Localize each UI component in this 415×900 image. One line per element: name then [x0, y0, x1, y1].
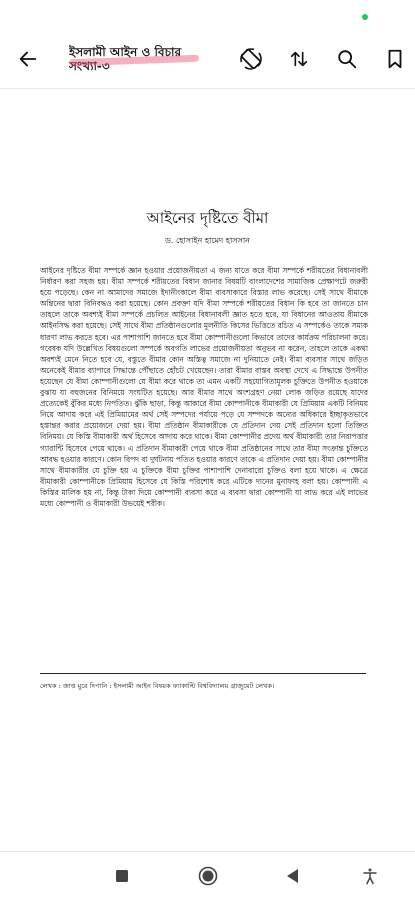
home-button[interactable]	[194, 862, 222, 890]
arrow-left-icon	[17, 48, 39, 70]
search-button[interactable]	[327, 39, 367, 79]
home-icon	[198, 866, 218, 886]
article-title: আইনের দৃষ্টিতে বীমা	[146, 209, 269, 227]
toolbar-actions	[223, 39, 415, 79]
system-back-button[interactable]	[278, 862, 306, 890]
footnote: লেখক : জাত্ত মুরে দিপানি : ইসলামী আইন বিষয়ক ফ্যাকাল্টি বিশ্ববিদ্যালয় গ্রাজুয়েট লেখক।	[40, 682, 275, 690]
status-indicator-dot	[362, 14, 368, 20]
recent-apps-icon	[115, 869, 129, 883]
document-title	[69, 45, 209, 73]
document-page[interactable]	[0, 89, 415, 851]
search-icon	[336, 48, 358, 70]
article-body: আইনের দৃষ্টিতে বীমা সম্পর্কে জ্ঞান হওয়ার প্রয়োজনীয়তা এ জন্য যাতে করে বীমা সম্পর্কে শরীয়তের বিধানাবলী নির্ধারণ করা সহজ হয়। বীমা সম্পর্কে শরীয়তের বিধান জানার বিষয়টি বাংলাদেশের সামাজিক প্রেক্ষাপটে জরুরী হয়ে পড়েছে। কেন না আমাদের সমাজে ইদানীংকালে বীমা ব্যবসাকারে বিস্তার লাভ করেছে। সেই সাথে বীমাকে অন্তিনের দ্বারা বিনিবদ্ধও করা হয়েছে। কোন প্রবক্তা যদি বীমা সম্পর্কে শরীয়তের বিধান কি হবে তা জানতে চান তাহলে তাকে অবশ্যই বীমা সম্পর্কে প্রচলিত আইনের বিধানাবলী জ্ঞাত হতে হবে, যা বিধানের আওতায় বীমাকে আইনসিদ্ধ করা হয়েছে। সেই সাথে বীমা প্রতিষ্ঠানগুলোর মূলনীতি কিসের ভিত্তিতে রচিত এ সম্পর্কেও তাকে সম্যক ধারণা লাভ করতে হবে। এর পাশাপাশি জানতে হবে বীমা কোম্পানীগুলো কিভাবে তাদের কার্যক্রম পরিচালনা করে। গবেষক যদি উল্লেখিত বিষয়গুলো সম্পর্কে অবগতি লাভের প্রয়োজনীয়তা অনুভব না করেন, তাহলে তাকে একথা অবশ্যই মেনে নিতে হবে যে, বস্তুতে বীমার কোন অস্তিত্ব সমাজে না দুনিয়াতে নেই। বীমা ব্যবসার সাথে জড়িত অনেকেই বীমার ব্যাপারে সিদ্ধান্তে পৌঁছাতে হোঁচট খেয়েছেন। তারা বীমার বাস্তব অবস্থা দেখে এ সিদ্ধান্তে উপনীত হয়েছেন যে বীমা কোম্পানীগুলো যে বীমা করে থাকে তা এমন একটি সহযোগিতামূলক চুক্তিতে উপনীত হওয়াকে বুঝায় যা বহুজনের বিনিময়ে সংঘটিত হয়েছে। আর বীমার সাথে অংশগ্রহণ নেয়া লোক জড়িত রয়েছে যাদের প্রত্যেকেই বুঁকির মধ্যে নিপতিত। ঝুঁকি ছাড়া, কিন্তু আকারে বীমা কোম্পানীকে বীমাকারী যে প্রিমিয়াম একটি বিনিময় নিয়ে আদায় করে এই প্রিমিয়ামের অর্থ সেই সম্পদের পর্যায়ে পড়ে যে সম্পদকে অন্যের অধিকারে ইচ্ছাকৃতভাবে হস্তান্তর করার প্রয়োজনে দেয়া হয়। বীমা প্রতিষ্ঠান বীমাকারীকে যে প্রতিদান দেয় সেই প্রতিদান হলো তিক্তিত বিনিময়। যে কিস্তি বীমাকারী অর্থ হিসেবে আদায় করে থাকে। বীমা কোম্পানীর প্রদেয় অর্থ বীমাকারী তার নিরাপত্তার গ্যারান্টি হিসেবে পেয়ে থাকে। এ প্রতিদান বীমাকারী পেয়ে থাকে বীমা প্রতিষ্ঠানের সাথে তার বীমা সংক্রান্ত চুক্তিতে আবদ্ধ হওয়ার কারণে। কোন বিপদ বা দুর্ঘটনায় পতিত হওয়ার কারণে তাকে এ প্রতিদান দেয়া হয়। বীমা কোম্পানীর সাথে বীমাকারীর যে চুক্তি হয় এ চুক্তিকে বীমা চুক্তির পাশাপাশি দেনাবারো চুক্তিও বলা হয়ে থাকে। এ ক্ষেত্রে বীমাকারী কোম্পানীকে প্রিমিয়াম হিসেবে যে কিস্তি পরিশোধ করে এটিকে দানের মুনাফাহ বলা হয়। কোম্পানী এ কিস্তির মালিক হয় না, কিন্তু টাকা দিয়ে কোম্পানী ব্যবসা করে এ ব্যবসা দ্বারা কোম্পানী যা লাভ করে এই লাভের মধ্যে কোম্পানী ও বীমাকারী উভয়েই শরীক।	[40, 266, 368, 508]
accessibility-icon	[361, 867, 379, 885]
footnote-divider	[40, 673, 366, 674]
rotate-button[interactable]	[231, 39, 271, 79]
bookmark-icon	[384, 48, 406, 70]
article-author: ড. হোসাইন হামেদ হাসসান	[165, 236, 250, 245]
recent-apps-button[interactable]	[108, 862, 136, 890]
document-title-line2: সংখ্যা-৩	[69, 59, 110, 73]
document-title-line1: ইসলামী আইন ও বিচার	[69, 45, 182, 59]
back-button[interactable]	[10, 39, 45, 79]
top-toolbar	[0, 30, 415, 89]
status-bar	[0, 0, 415, 30]
accessibility-button[interactable]	[356, 862, 384, 890]
sort-arrows-icon	[288, 48, 310, 70]
bookmark-button[interactable]	[375, 39, 415, 79]
sort-button[interactable]	[279, 39, 319, 79]
back-triangle-icon	[285, 868, 299, 884]
system-navigation-bar	[0, 851, 415, 900]
rotate-screen-icon	[239, 47, 263, 71]
